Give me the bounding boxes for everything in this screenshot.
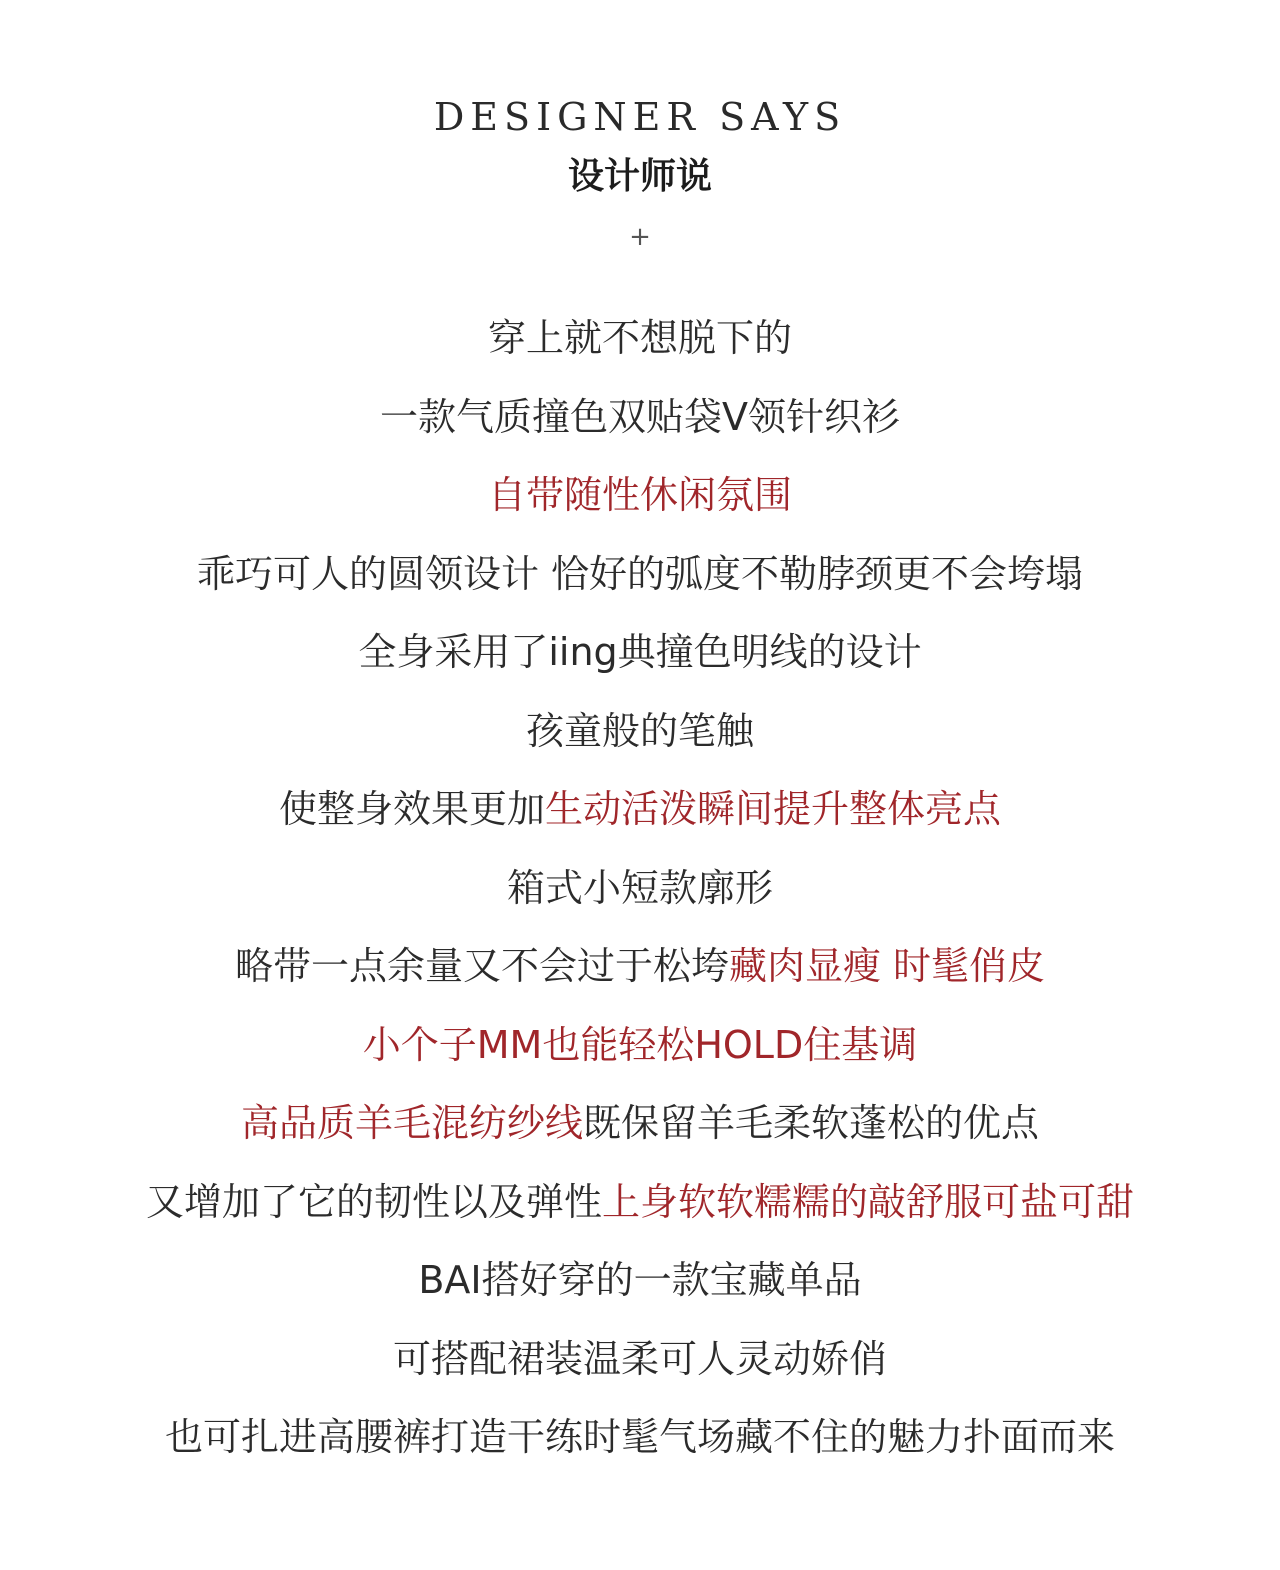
body-text: 略带一点余量又不会过于松垮 xyxy=(234,944,729,988)
description-line xyxy=(0,469,1280,548)
highlighted-text: 小个子MM也能轻松HOLD住基调 xyxy=(362,1022,918,1067)
description-line xyxy=(0,391,1280,470)
body-text: 可搭配裙装温柔可人灵动娇俏 xyxy=(392,1336,887,1381)
plus-divider-icon: + xyxy=(629,222,651,252)
description-line xyxy=(0,548,1280,627)
body-text: 使整身效果更加 xyxy=(278,787,545,831)
description-line xyxy=(0,1019,1280,1098)
description-line xyxy=(0,1333,1280,1412)
highlighted-text: 藏肉显瘦 时髦俏皮 xyxy=(728,944,1046,988)
highlighted-text: 生动活泼瞬间提升整体亮点 xyxy=(545,787,1002,831)
body-text: 也可扎进高腰裤打造干练时髦气场藏不住的魅力扑面而来 xyxy=(164,1415,1115,1459)
section-title-english: DESIGNER SAYS xyxy=(433,95,847,139)
description-line xyxy=(0,940,1280,1019)
description-line xyxy=(0,312,1280,391)
description-line xyxy=(0,1097,1280,1176)
section-title-chinese: 设计师说 xyxy=(567,156,712,197)
highlighted-text: 高品质羊毛混纺纱线 xyxy=(240,1101,583,1145)
highlighted-text: 自带随性休闲氛围 xyxy=(487,473,792,517)
description-line xyxy=(0,862,1280,941)
body-text: 箱式小短款廓形 xyxy=(506,865,773,910)
body-text: 又增加了它的韧性以及弹性 xyxy=(145,1179,602,1224)
description-line xyxy=(0,1411,1280,1490)
body-text: 全身采用了iing典撞色明线的设计 xyxy=(358,630,922,674)
description-line xyxy=(0,1176,1280,1255)
body-text: 乖巧可人的圆领设计 恰好的弧度不勒脖颈更不会垮塌 xyxy=(196,551,1084,596)
body-text: 既保留羊毛柔软蓬松的优点 xyxy=(583,1101,1040,1145)
description-line xyxy=(0,626,1280,705)
description-line xyxy=(0,1254,1280,1333)
body-text: 穿上就不想脱下的 xyxy=(487,316,792,360)
description-lines xyxy=(0,312,1280,1490)
body-text: 孩童般的笔触 xyxy=(525,708,754,753)
description-line xyxy=(0,783,1280,862)
highlighted-text: 上身软软糯糯的敲舒服可盐可甜 xyxy=(602,1179,1135,1224)
body-text: BAI搭好穿的一款宝藏单品 xyxy=(418,1258,862,1302)
description-line xyxy=(0,705,1280,784)
body-text: 一款气质撞色双贴袋V领针织衫 xyxy=(380,394,900,439)
